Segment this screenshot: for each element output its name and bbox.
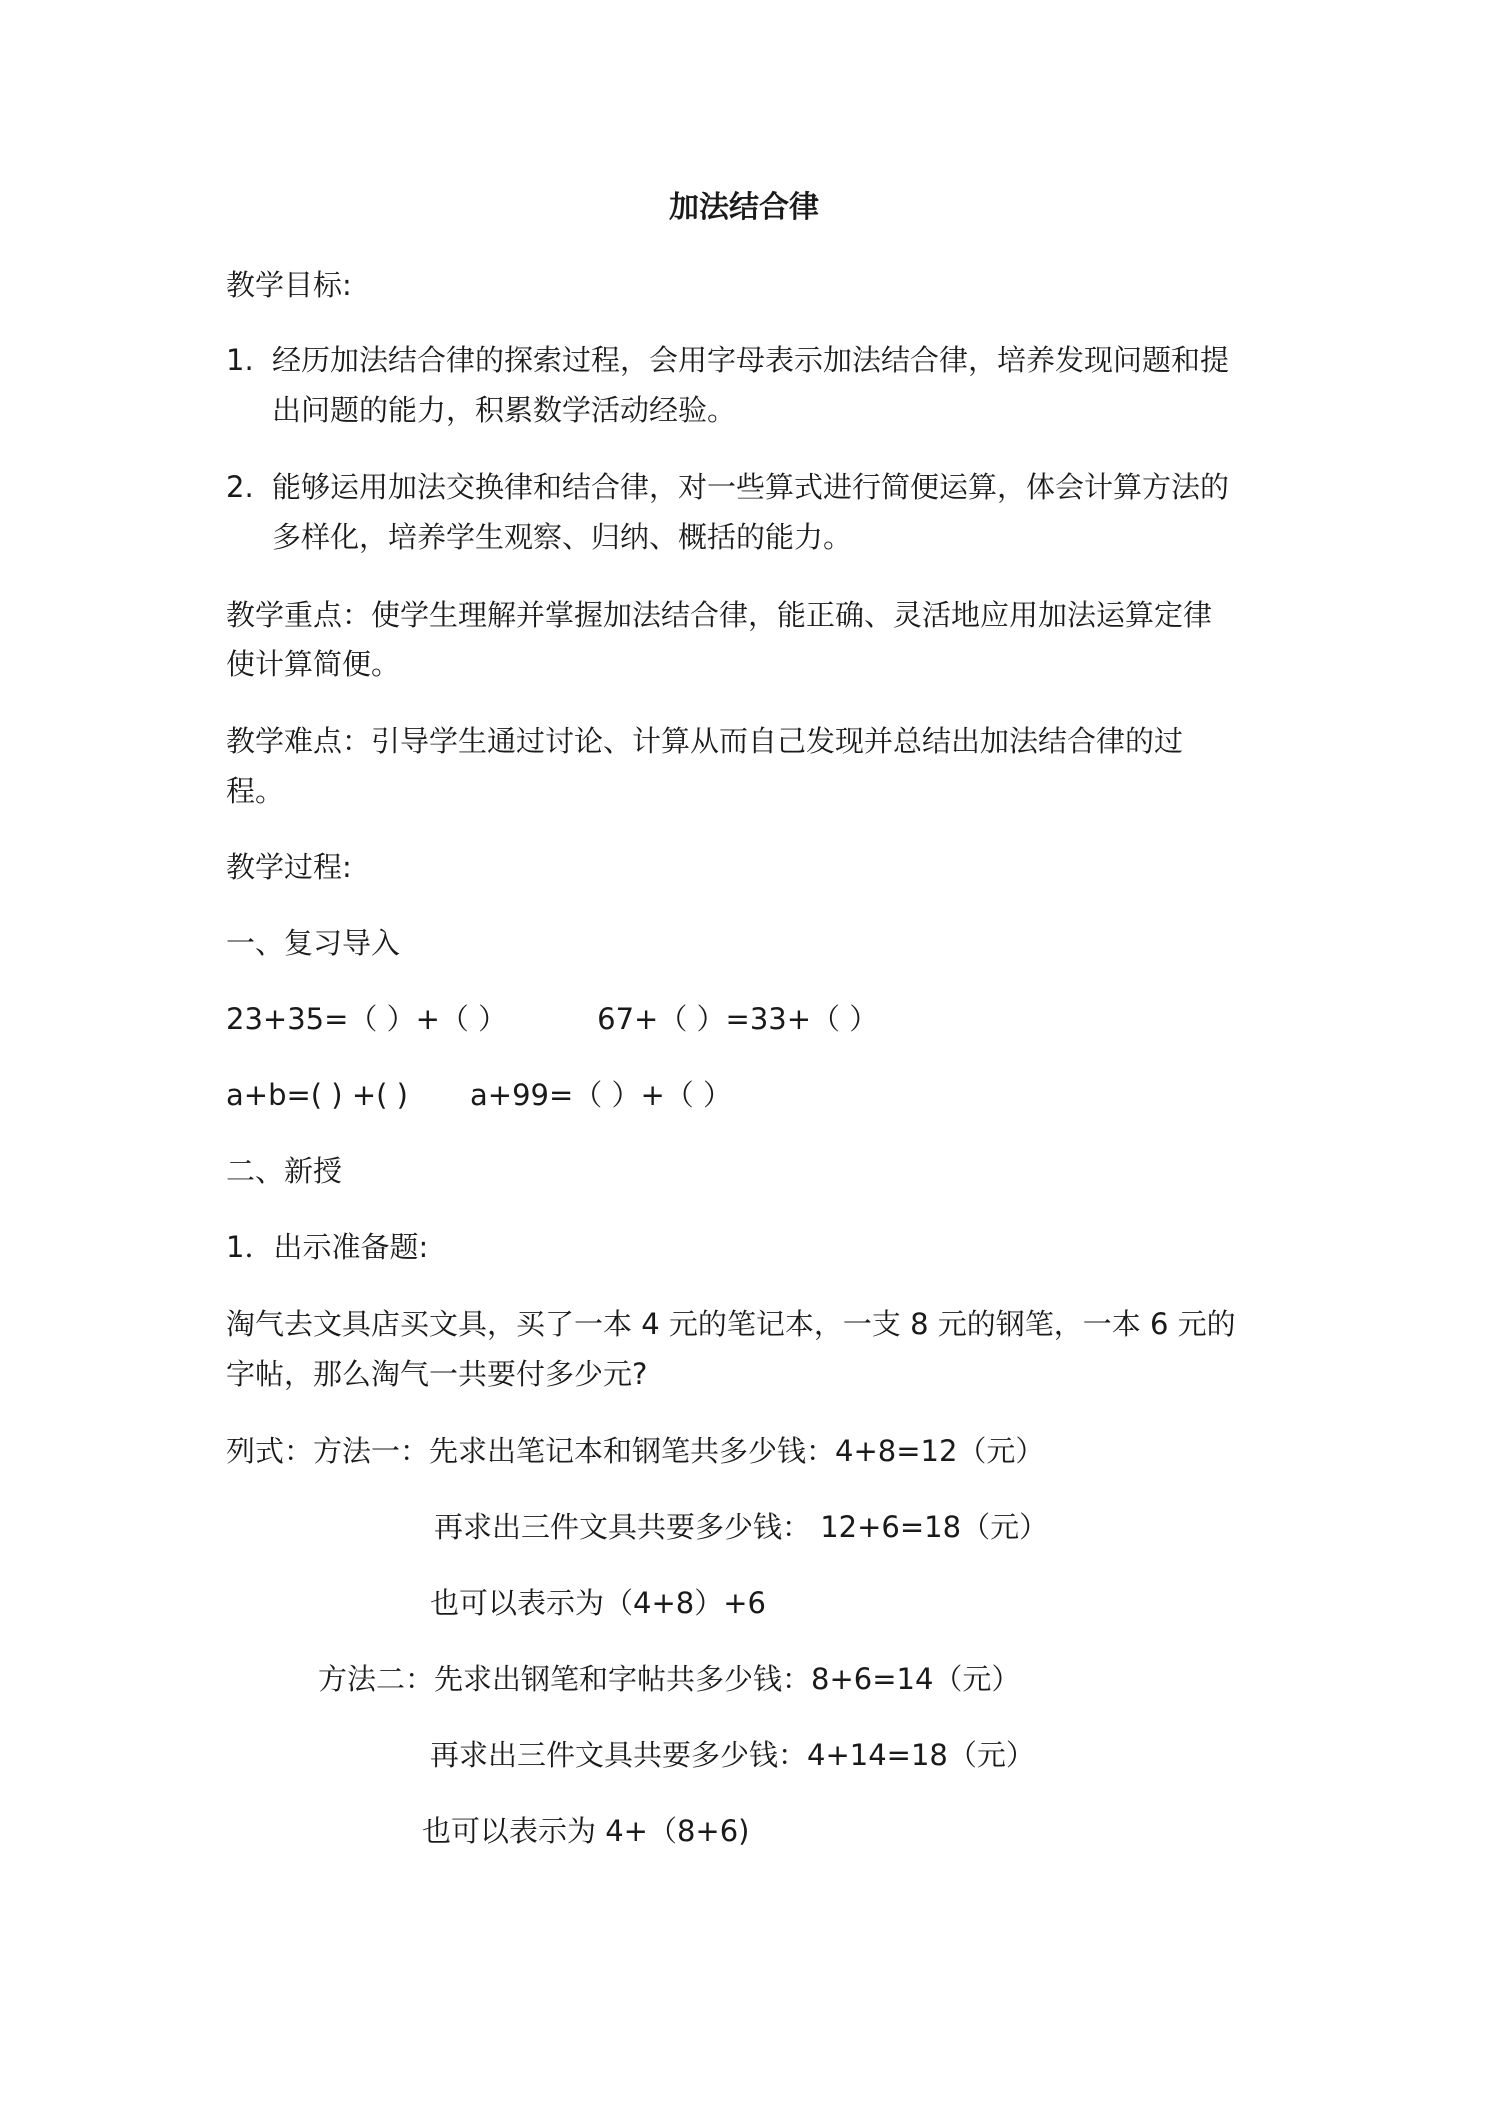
objective-2-line-2: 多样化，培养学生观察、归纳、概括的能力。 <box>272 520 853 554</box>
objective-1-text: 经历加法结合律的探索过程，会用字母表示加法结合律，培养发现问题和提 <box>272 343 1230 377</box>
difficulty-line-2: 程。 <box>226 774 285 808</box>
objective-2-line-1 <box>226 468 1229 506</box>
prep-heading: 1．出示准备题: <box>226 1230 429 1264</box>
review-row-2 <box>226 1076 732 1114</box>
objective-2-number: 2. <box>226 470 254 504</box>
key-point-line-1: 教学重点：使学生理解并掌握加法结合律，能正确、灵活地应用加法运算定律 <box>226 598 1213 632</box>
review-expression-2: 67+（ ）=33+（ ） <box>597 1002 879 1036</box>
objective-1-number: 1. <box>226 343 254 377</box>
process-heading: 教学过程: <box>226 850 352 884</box>
objective-1-line-2: 出问题的能力，积累数学活动经验。 <box>272 393 737 427</box>
review-row-1 <box>226 1000 878 1038</box>
problem-line-1: 淘气去文具店买文具，买了一本 4 元的笔记本，一支 8 元的钢笔，一本 6 元的 <box>226 1307 1236 1341</box>
method-2-line-3: 也可以表示为 4+（8+6) <box>422 1814 750 1848</box>
section-1-heading: 一、复习导入 <box>226 926 401 960</box>
method-1-line-2: 再求出三件文具共要多少钱： 12+6=18（元） <box>434 1510 1049 1544</box>
review-expression-1: 23+35=（ ）+（ ） <box>226 1002 508 1036</box>
key-point-line-2: 使计算简便。 <box>226 647 401 681</box>
objective-2-text: 能够运用加法交换律和结合律，对一些算式进行简便运算，体会计算方法的 <box>272 470 1230 504</box>
difficulty-line-1: 教学难点：引导学生通过讨论、计算从而自己发现并总结出加法结合律的过 <box>226 724 1184 758</box>
document-title: 加法结合律 <box>669 190 819 225</box>
objective-1-line-1 <box>226 341 1229 379</box>
method-1-line-3: 也可以表示为（4+8）+6 <box>430 1586 766 1620</box>
problem-line-2: 字帖，那么淘气一共要付多少元? <box>226 1357 648 1391</box>
section-2-heading: 二、新授 <box>226 1154 343 1188</box>
objectives-heading: 教学目标: <box>226 268 352 302</box>
method-2-line-1: 方法二：先求出钢笔和字帖共多少钱：8+6=14（元） <box>318 1662 1021 1696</box>
review-expression-3: a+b=( ) +( ) <box>226 1078 408 1112</box>
method-2-line-2: 再求出三件文具共要多少钱：4+14=18（元） <box>430 1738 1035 1772</box>
review-expression-4: a+99=（ ）+（ ） <box>470 1078 733 1112</box>
method-1-line-1: 列式：方法一：先求出笔记本和钢笔共多少钱：4+8=12（元） <box>226 1434 1045 1468</box>
